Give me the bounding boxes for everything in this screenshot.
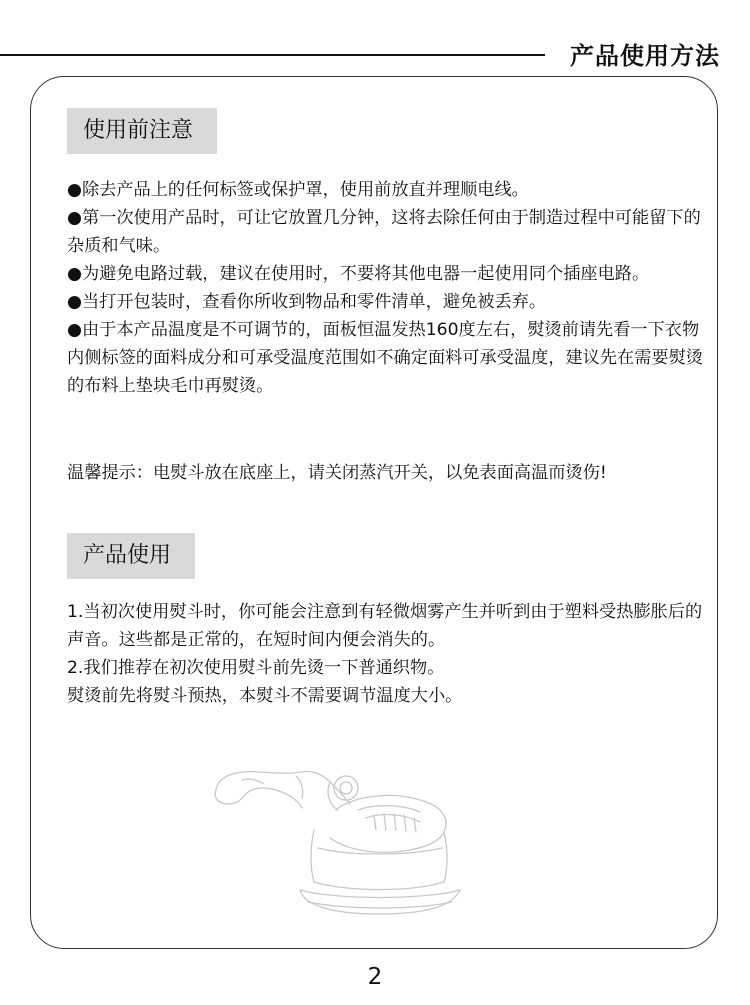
usage-list xyxy=(67,598,707,710)
notice-item: ●当打开包装时，查看你所收到物品和零件清单，避免被丢弃。 xyxy=(67,292,547,312)
warm-tip xyxy=(67,459,707,487)
usage-item: 2.我们推荐在初次使用熨斗前先烫一下普通织物。 xyxy=(67,658,445,678)
warm-tip-text: 温馨提示：电熨斗放在底座上，请关闭蒸汽开关，以免表面高温而烫伤! xyxy=(67,463,607,483)
handheld-steam-iron-icon xyxy=(198,752,468,920)
notice-item: ●为避免电路过载，建议在使用时，不要将其他电器一起使用同个插座电路。 xyxy=(67,264,650,284)
page-number: 2 xyxy=(367,964,383,990)
header-rule xyxy=(0,54,545,56)
usage-item: 1.当初次使用熨斗时，你可能会注意到有轻微烟雾产生并听到由于塑料受热膨胀后的声音。这些都是正常的，在短时间内便会消失的。 xyxy=(67,602,703,650)
usage-item: 熨烫前先将熨斗预热，本熨斗不需要调节温度大小。 xyxy=(67,686,463,706)
notice-list xyxy=(67,176,707,400)
notice-item: ●除去产品上的任何标签或保护罩，使用前放直并理顺电线。 xyxy=(67,180,529,200)
notice-item: ●第一次使用产品时，可让它放置几分钟，这将去除任何由于制造过程中可能留下的杂质和气味。 xyxy=(67,208,701,256)
section-label-usage: 产品使用 xyxy=(67,533,195,579)
section-label-notice: 使用前注意 xyxy=(67,108,217,154)
page-title: 产品使用方法 xyxy=(570,42,720,70)
notice-item: ●由于本产品温度是不可调节的，面板恒温发热160度左右，熨烫前请先看一下衣物内侧标签的面料成分和可承受温度范围如不确定面料可承受温度，建议先在需要熨烫的布料上垫块毛巾再熨烫。 xyxy=(67,320,703,396)
